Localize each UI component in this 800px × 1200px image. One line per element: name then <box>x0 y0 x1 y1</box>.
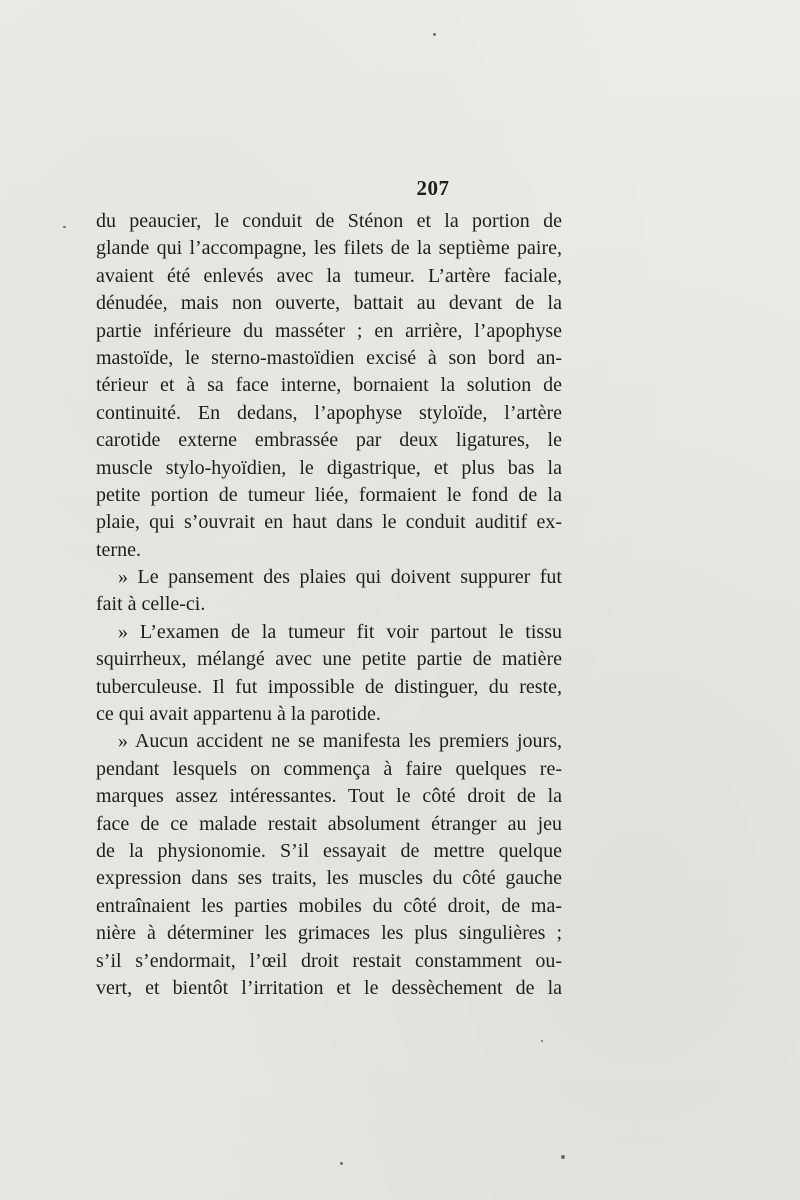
text-line: squirrheux, mélangé avec une petite partie de matière <box>96 648 562 671</box>
text-line: partie inférieure du masséter ; en arrière, l’apophyse <box>96 319 562 342</box>
page-number: 207 <box>416 176 450 200</box>
text-line: carotide externe embrassée par deux ligatures, le <box>96 429 562 452</box>
text-line: muscle stylo-hyoïdien, le digastrique, et plus bas la <box>96 456 562 479</box>
text-line: du peaucier, le conduit de Sténon et la portion de <box>96 210 562 232</box>
text-line: mastoïde, le sterno-mastoïdien excisé à son bord an- <box>96 346 562 369</box>
text-line: dénudée, mais non ouverte, battait au devant de la <box>96 292 562 315</box>
text-line: plaie, qui s’ouvrait en haut dans le conduit auditif ex- <box>96 511 562 534</box>
body-text <box>96 208 562 1002</box>
text-line: » L’examen de la tumeur fit voir partout le tissu <box>118 620 562 643</box>
text-line: petite portion de tumeur liée, formaient le fond de la <box>96 483 562 506</box>
text-line: continuité. En dedans, l’apophyse styloïde, l’artère <box>96 401 562 424</box>
text-line: de la physionomie. S’il essayait de mettre quelque <box>96 839 562 862</box>
paper-speck <box>561 1155 565 1159</box>
text-line: avaient été enlevés avec la tumeur. L’artère faciale, <box>96 264 562 287</box>
text-line: marques assez intéressantes. Tout le côté droit de la <box>96 785 562 808</box>
text-line: vert, et bientôt l’irritation et le dessèchement de la <box>96 976 562 999</box>
text-line: terne. <box>96 538 141 561</box>
text-line: s’il s’endormait, l’œil droit restait constamment ou- <box>96 949 562 972</box>
text-line: expression dans ses traits, les muscles du côté gauche <box>96 867 562 890</box>
text-line: » Le pansement des plaies qui doivent suppurer fut <box>118 566 562 589</box>
paper-speck <box>433 33 436 36</box>
paper-speck <box>63 226 66 228</box>
text-line: glande qui l’accompagne, les filets de la septième paire, <box>96 237 562 260</box>
text-line: fait à celle-ci. <box>96 593 206 616</box>
text-line: tuberculeuse. Il fut impossible de distinguer, du reste, <box>96 675 562 698</box>
text-line: face de ce malade restait absolument étranger au jeu <box>96 812 562 835</box>
text-line: entraînaient les parties mobiles du côté droit, de ma- <box>96 894 562 917</box>
paper-speck <box>340 1162 343 1165</box>
text-line: ce qui avait appartenu à la parotide. <box>96 703 381 726</box>
text-line: » Aucun accident ne se manifesta les premiers jours, <box>118 730 562 753</box>
text-line: pendant lesquels on commença à faire quelques re- <box>96 757 562 780</box>
text-line: nière à déterminer les grimaces les plus singulières ; <box>96 922 562 945</box>
text-line: térieur et à sa face interne, bornaient la solution de <box>96 374 562 397</box>
paper-speck <box>541 1040 543 1042</box>
